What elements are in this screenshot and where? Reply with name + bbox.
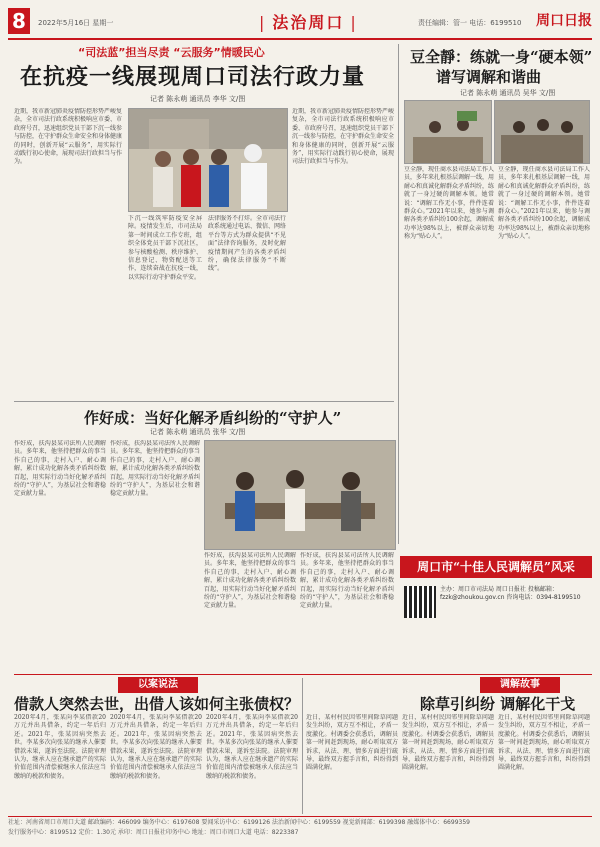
header-rule bbox=[8, 38, 592, 40]
bottom-left-tag: 以案说法 bbox=[118, 677, 198, 693]
second-column-1: 作好成，扶沟县某司法所人民调解员。多年来，他坚持把群众的事当作自己的事，走村入户、耐心调解，累计成功化解各类矛盾纠纷数百起，用实际行动当好化解矛盾纠纷的“守护人”，为基层社会和谐稳定贡献力量。 bbox=[14, 440, 106, 498]
bottom-left-column-3: 2020年4月，张某向李某借款20万元并出具借条，约定一年后归还。2021年，张某因病突然去世。李某多次向张某的继承人催要借款未果，遂诉至法院。法院审理认为，继承人应在继承遗产的实际价值范围内清偿被继承人依法应当缴纳的税款和债务。 bbox=[206, 714, 298, 780]
bottom-rule bbox=[14, 674, 592, 675]
bottom-left-column-1: 2020年4月，张某向李某借款20万元并出具借条，约定一年后归还。2021年，张某因病突然去世。李某多次向张某的继承人催要借款未果，遂诉至法院。法院审理认为，继承人应在继承遗产的实际价值范围内清偿被继承人依法应当缴纳的税款和债务。 bbox=[14, 714, 106, 780]
side-photo-2 bbox=[494, 100, 590, 164]
editor-info: 责任编辑：管一 电话：6199510 bbox=[418, 19, 522, 27]
lead-column-4: 近期，我市新冠肺炎疫情防控形势严峻复杂，全市司法行政系统积极响应市委、市政府号召，迅速组织党员干部下沉一线参与防控，在守护群众生命安全和身体健康的同时，创新开展“云服务”，用实际行动践行初心使命，展现司法行政担当与作为。 bbox=[292, 108, 394, 166]
footer-line-2: 发行服务中心：8199512 定价：1.30元 承印：周口日报社印务中心 地址：周口市周口大道 电话：8223387 bbox=[8, 829, 299, 836]
second-byline: 记者 陈永萌 通讯员 张华 文/图 bbox=[150, 428, 246, 436]
lead-kicker: “司法蓝”担当尽责 “云服务”情暖民心 bbox=[78, 46, 265, 59]
footer-line-1: 社址：河南省周口市周口大道 邮政编码：466099 编务中心：6197608 要闻采访中心：6199126 法治新闻中心：6199559 视觉新闻部：6199398 融媒体中心：6699359 bbox=[8, 819, 470, 826]
section-title: | 法治周口 | bbox=[253, 10, 364, 33]
photo-mediation-illustration bbox=[205, 441, 395, 549]
page-header bbox=[8, 6, 592, 38]
lead-byline: 记者 陈永萌 通讯员 李华 文/图 bbox=[150, 95, 246, 103]
side-column-1: 豆全靜，现任商水县司法局工作人员，多年来扎根基层调解一线，用耐心和真诚化解群众矛盾纠纷，练就了一身过硬的调解本领。她常说：“调解工作无小事，件件连着群众心。”2021年以来，她参与调解各类矛盾纠纷100余起，调解成功率达98%以上，被群众亲切地称为“贴心人”。 bbox=[404, 166, 494, 241]
second-column-2: 作好成，扶沟县某司法所人民调解员。多年来，他坚持把群众的事当作自己的事，走村入户、耐心调解，累计成功化解各类矛盾纠纷数百起，用实际行动当好化解矛盾纠纷的“守护人”，为基层社会和谐稳定贡献力量。 bbox=[110, 440, 200, 498]
issue-date: 2022年5月16日 星期一 bbox=[38, 19, 114, 27]
newspaper-logo: 周口日报 bbox=[536, 13, 592, 29]
side-photo-1 bbox=[404, 100, 492, 164]
column-banner: 周口市“十佳人民调解员”风采 bbox=[400, 556, 592, 578]
lead-headline: 在抗疫一线展现周口司法行政力量 bbox=[20, 64, 366, 90]
lead-column-1: 近期，我市新冠肺炎疫情防控形势严峻复杂，全市司法行政系统积极响应市委、市政府号召，迅速组织党员干部下沉一线参与防控，在守护群众生命安全和身体健康的同时，创新开展“云服务”，用实际行动践行初心使命，展现司法行政担当与作为。 bbox=[14, 108, 122, 166]
side-headline-line2: 谱写调解和谐曲 bbox=[436, 68, 542, 86]
bottom-right-headline: 除草引纠纷 调解化干戈 bbox=[420, 695, 576, 713]
second-photo bbox=[204, 440, 396, 550]
side-headline-line1: 豆全靜：练就一身“硬本领” bbox=[410, 48, 593, 66]
side-byline: 记者 陈永萌 通讯员 吴华 文/图 bbox=[460, 89, 556, 97]
banner-info: 主办：周口市司法局 周口日报社 投稿邮箱：fzzk@zhoukou.gov.cn 咨询电话：0394-8199510 bbox=[440, 586, 581, 601]
lead-column-2: 下沉一线筑牢防疫安全屏障。疫情发生后，市司法局第一时间成立工作专班，组织全体党员干部下沉社区，参与核酸检测、秩序维护、信息登记、物资配送等工作，连续奋战在抗疫一线，以实际行动守护群众平安。 bbox=[128, 215, 202, 281]
bottom-right-column-1: 近日，某村村民因邻里间除草问题发生纠纷，双方互不相让，矛盾一度激化。村调委会获悉后，调解员第一时间赶到现场，耐心听取双方诉求，从法、理、情多方面进行疏导，最终双方握手言和，纠纷得到圆满化解。 bbox=[306, 714, 398, 772]
second-column-4: 作好成，扶沟县某司法所人民调解员。多年来，他坚持把群众的事当作自己的事，走村入户、耐心调解，累计成功化解各类矛盾纠纷数百起，用实际行动当好化解矛盾纠纷的“守护人”，为基层社会和谐稳定贡献力量。 bbox=[300, 552, 394, 610]
column-divider bbox=[398, 44, 399, 544]
bottom-right-column-2: 近日，某村村民因邻里间除草问题发生纠纷，双方互不相让，矛盾一度激化。村调委会获悉后，调解员第一时间赶到现场，耐心听取双方诉求，从法、理、情多方面进行疏导，最终双方握手言和，纠纷得到圆满化解。 bbox=[402, 714, 494, 772]
photo-meeting-illustration bbox=[495, 101, 589, 163]
second-column-3: 作好成，扶沟县某司法所人民调解员。多年来，他坚持把群众的事当作自己的事，走村入户、耐心调解，累计成功化解各类矛盾纠纷数百起，用实际行动当好化解矛盾纠纷的“守护人”，为基层社会和谐稳定贡献力量。 bbox=[204, 552, 296, 610]
side-column-2: 豆全靜，现任商水县司法局工作人员，多年来扎根基层调解一线，用耐心和真诚化解群众矛盾纠纷，练就了一身过硬的调解本领。她常说：“调解工作无小事，件件连着群众心。”2021年以来，她参与调解各类矛盾纠纷100余起，调解成功率达98%以上，被群众亲切地称为“贴心人”。 bbox=[498, 166, 590, 241]
story-divider bbox=[14, 401, 394, 402]
photo-volunteers-illustration bbox=[129, 109, 287, 211]
page-number: 8 bbox=[8, 8, 30, 34]
bottom-left-headline: 借款人突然去世，出借人该如何主张债权？ bbox=[14, 695, 300, 713]
lead-photo bbox=[128, 108, 288, 212]
lead-column-3: 法律服务不打烊。全市司法行政系统通过电话、微信、网络平台等方式为群众提供“不见面”法律咨询服务，及时化解疫情期间产生的各类矛盾纠纷，确保法律服务“不断线”。 bbox=[208, 215, 286, 273]
bottom-right-column-3: 近日，某村村民因邻里间除草问题发生纠纷，双方互不相让，矛盾一度激化。村调委会获悉后，调解员第一时间赶到现场，耐心听取双方诉求，从法、理、情多方面进行疏导，最终双方握手言和，纠纷得到圆满化解。 bbox=[498, 714, 590, 772]
footer-rule bbox=[8, 816, 592, 817]
bottom-left-column-2: 2020年4月，张某向李某借款20万元并出具借条，约定一年后归还。2021年，张某因病突然去世。李某多次向张某的继承人催要借款未果，遂诉至法院。法院审理认为，继承人应在继承遗产的实际价值范围内清偿被继承人依法应当缴纳的税款和债务。 bbox=[110, 714, 202, 780]
qr-code bbox=[404, 586, 436, 618]
page-footer bbox=[8, 818, 592, 838]
second-headline: 作好成：当好化解矛盾纠纷的“守护人” bbox=[84, 409, 342, 427]
bottom-divider bbox=[302, 678, 303, 814]
bottom-right-tag: 调解故事 bbox=[480, 677, 560, 693]
photo-office-illustration bbox=[405, 101, 491, 163]
